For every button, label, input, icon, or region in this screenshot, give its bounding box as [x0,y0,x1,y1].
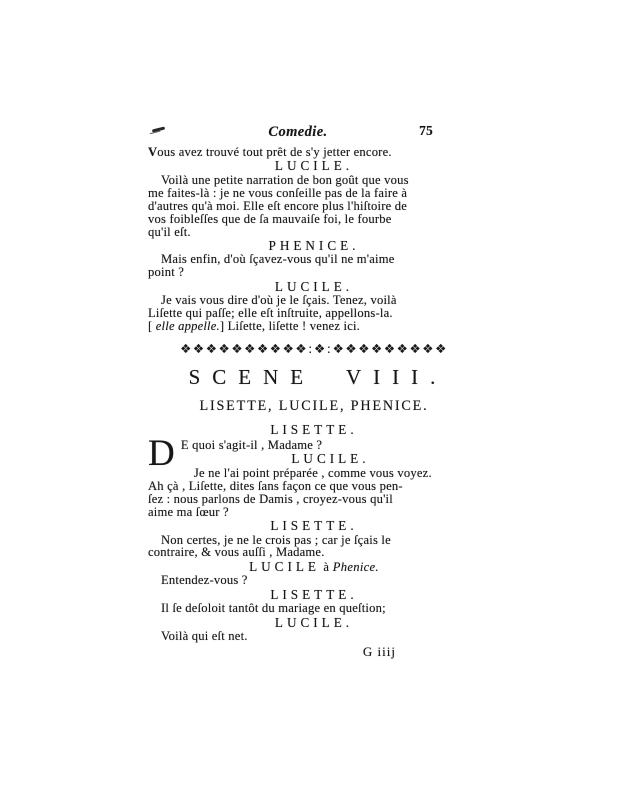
speaker-heading: LISETTE. [270,421,358,437]
speaker-heading: LISETTE. [270,518,358,533]
scene-heading: SCENE VIII. [188,364,448,389]
dialogue-line: Ah çà , Liſette, dites ſans façon ce que vous pen- [148,478,403,493]
speaker-heading: LUCILE. [274,158,354,174]
text-block [148,123,480,660]
dialogue-line: Il ſe deſoloit tantôt du mariage en queſtion; [161,601,386,616]
dialogue-line: Entendez-vous ? [161,573,248,588]
drop-cap: D [148,432,175,474]
running-header [148,123,480,143]
cast-list: LISETTE, LUCILE, PHENICE. [199,397,429,414]
dialogue-line-with-stage-direction [148,320,480,333]
speaker-heading: LUCILE. [274,614,354,630]
dialogue-line: ſez : nous parlons de Damis , croyez-vous qu'il [148,491,393,506]
speaker-name: LUCILE [249,558,320,574]
ornament-divider: ❖❖❖❖❖❖❖❖❖❖:❖:❖❖❖❖❖❖❖❖❖ [180,340,448,356]
running-header-title: Comedie. [268,124,328,140]
dialogue-line: vos foibleſſes que de ſa mauvaiſe foi, le fourbe [148,211,392,226]
dialogue-text: ] Liſette, liſette ! venez ici. [219,319,361,334]
annotation-target: Phenice. [332,559,379,574]
speaker-heading: LUCILE. [291,451,370,467]
dialogue-line: qu'il eſt. [148,224,191,239]
dialogue-line: Mais enfin, d'où ſçavez-vous qu'il ne m'aime [161,252,395,267]
bracket-open: [ [148,319,156,334]
dialogue-line: d'autres qu'à moi. Elle eſt encore plus l'hiſtoire de [148,198,408,213]
page-number: 75 [419,123,433,138]
dialogue-line: aime ma ſœur ? [148,504,229,519]
dialogue-line: point ? [148,265,185,280]
dialogue-line: me faites-là : je ne vous conſeille pas de la faire à [148,185,408,200]
dialogue-line: Je vais vous dire d'où je le ſçais. Tenez, voilà [161,293,397,308]
dialogue-line: Voilà qui eſt net. [161,629,248,644]
signature-mark: G iiij [362,644,396,660]
speaker-heading-with-annotation [148,560,480,574]
dialogue-line: Vous avez trouvé tout prêt de s'y jetter encore. [148,145,392,159]
speaker-heading: LUCILE. [274,278,354,294]
dialogue-line: E quoi s'agit-il , Madame ? [180,437,323,452]
dialogue-line: Je ne l'ai point préparée , comme vous voyez. [193,465,432,480]
dialogue-line: Voilà une petite narration de bon goût que vous [161,172,409,187]
speaker-heading: PHENICE. [268,237,360,253]
dialogue-line: Non certes, je ne le crois pas ; car je ſçais le [161,532,391,547]
dialogue-line: Liſette qui paſſe; elle eſt inſtruite, appellons-la. [148,306,393,321]
speaker-heading: LISETTE. [270,586,358,602]
annotation-connector: à [319,559,333,574]
dialogue-line: contraire, & vous auſſi , Madame. [148,545,325,560]
stage-direction: elle appelle. [155,319,220,334]
